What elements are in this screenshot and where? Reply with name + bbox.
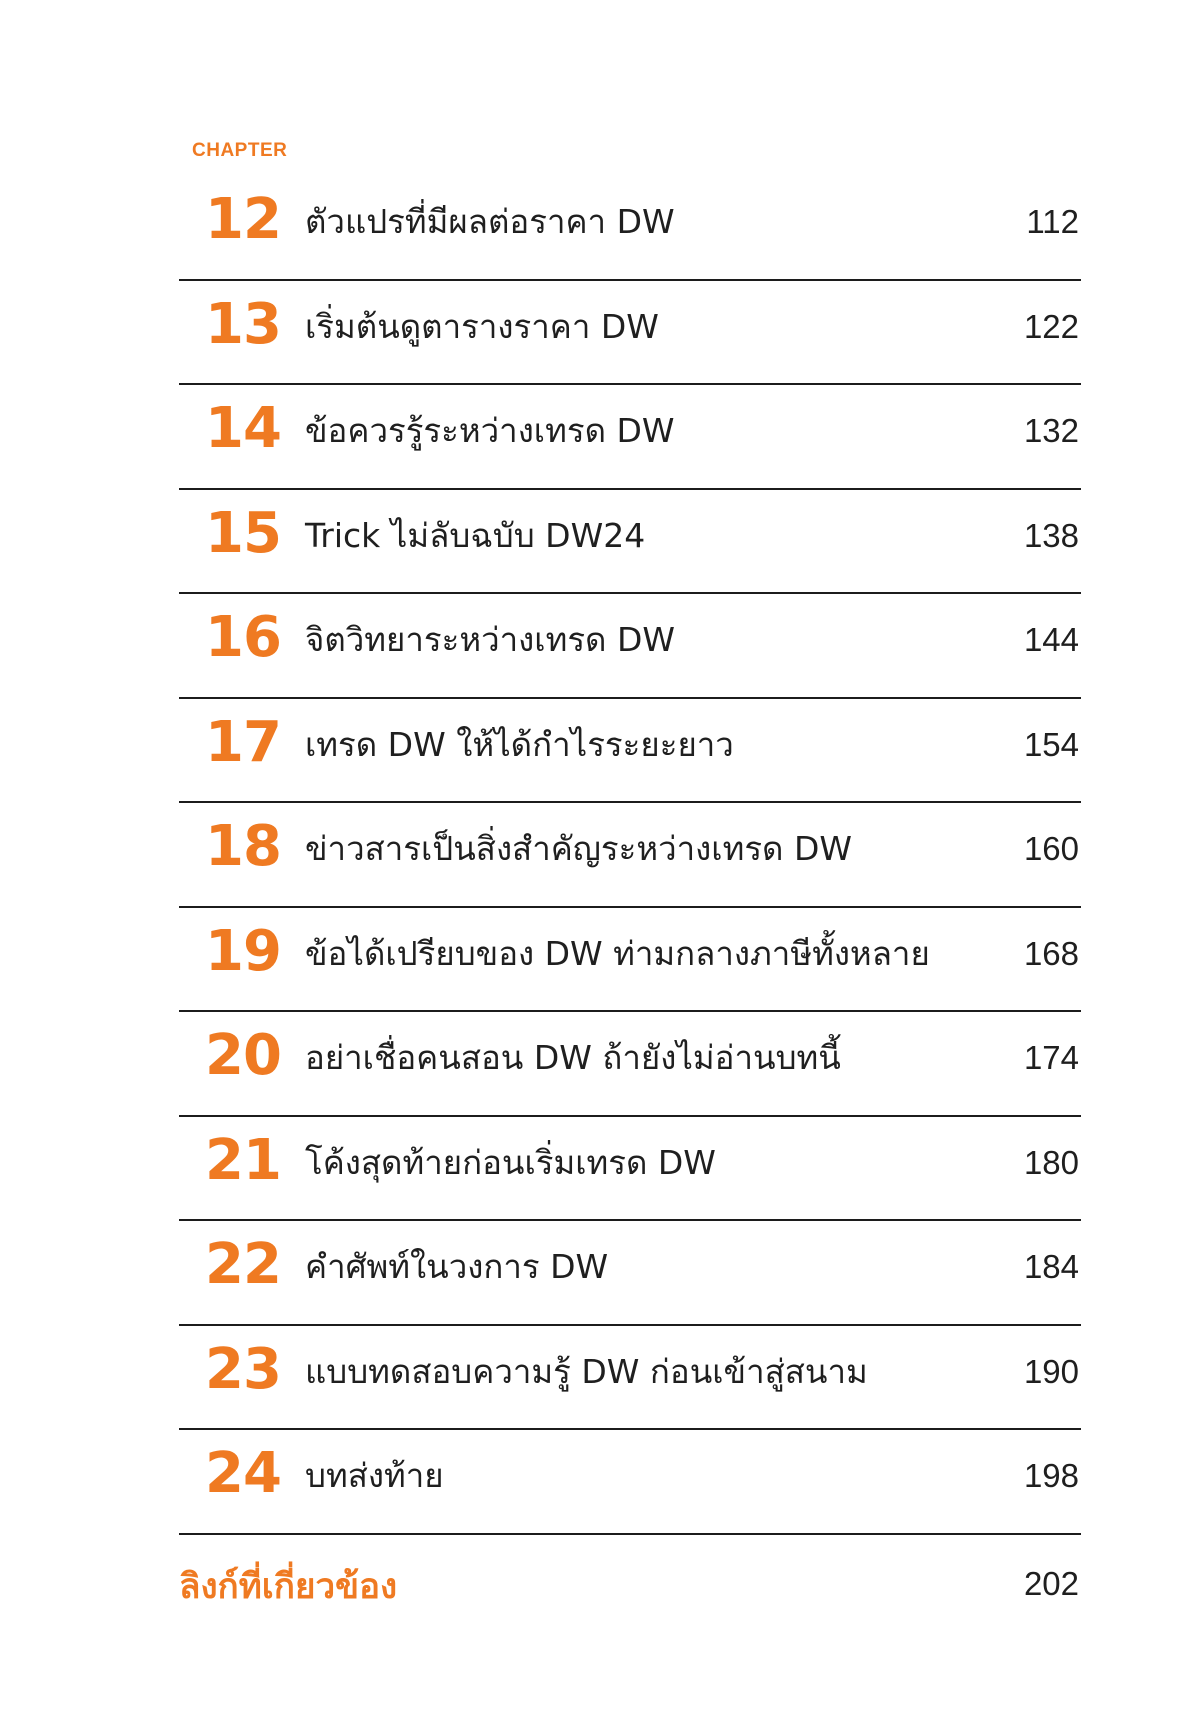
page-number: 132 — [1023, 412, 1079, 449]
chapter-heading: CHAPTER — [192, 140, 288, 161]
toc-row-17[interactable] — [179, 699, 1081, 804]
chapter-title: Trick ไม่ลับฉบับ DW24 — [305, 515, 646, 555]
page-number: 144 — [1023, 621, 1079, 658]
chapter-title: ข้อได้เปรียบของ DW ท่ามกลางภาษีทั้งหลาย — [305, 933, 930, 973]
toc-row-15[interactable] — [179, 490, 1081, 595]
chapter-title: คำศัพท์ในวงการ DW — [305, 1247, 609, 1286]
chapter-title: ข้อควรรู้ระหว่างเทรด DW — [305, 411, 675, 450]
chapter-number: 24 — [205, 1441, 281, 1506]
page-number: 180 — [1023, 1143, 1079, 1181]
page-number: 112 — [1026, 203, 1079, 240]
chapter-title: เริ่มต้นดูตารางราคา DW — [305, 306, 659, 346]
toc-row-12[interactable] — [179, 176, 1081, 281]
chapter-title: ข่าวสารเป็นสิ่งสำคัญระหว่างเทรด DW — [305, 829, 853, 868]
chapter-number: 19 — [205, 918, 281, 984]
chapter-number: 23 — [205, 1336, 281, 1402]
toc-row-13[interactable] — [179, 281, 1081, 386]
chapter-number: 14 — [205, 396, 281, 461]
chapter-number: 22 — [205, 1232, 281, 1297]
toc-row-20[interactable] — [179, 1012, 1081, 1117]
page-number: 122 — [1023, 307, 1079, 345]
page-number: 184 — [1023, 1248, 1079, 1285]
chapter-number: 18 — [205, 814, 281, 879]
related-links-label: ลิงก์ที่เกี่ยวข้อง — [179, 1567, 398, 1607]
chapter-list — [179, 176, 1081, 1535]
chapter-number: 12 — [205, 187, 281, 252]
page-number: 138 — [1023, 516, 1079, 554]
page-number: 160 — [1023, 830, 1079, 867]
chapter-title: แบบทดสอบความรู้ DW ก่อนเข้าสู่สนาม — [305, 1351, 868, 1391]
chapter-title: เทรด DW ให้ได้กำไรระยะยาว — [305, 724, 734, 764]
toc-row-21[interactable] — [179, 1117, 1081, 1222]
toc-row-14[interactable] — [179, 385, 1081, 490]
related-links-page: 202 — [1023, 1565, 1079, 1602]
chapter-title: อย่าเชื่อคนสอน DW ถ้ายังไม่อ่านบทนี้ — [305, 1038, 841, 1077]
chapter-title: โค้งสุดท้ายก่อนเริ่มเทรด DW — [305, 1142, 716, 1182]
chapter-number: 17 — [205, 709, 281, 775]
chapter-title: จิตวิทยาระหว่างเทรด DW — [305, 620, 676, 659]
toc-row-18[interactable] — [179, 803, 1081, 908]
chapter-number: 21 — [205, 1127, 281, 1193]
chapter-number: 16 — [205, 605, 281, 670]
toc-row-16[interactable] — [179, 594, 1081, 699]
toc-row-24[interactable] — [179, 1430, 1081, 1535]
page-number: 190 — [1023, 1352, 1079, 1390]
chapter-title: ตัวแปรที่มีผลต่อราคา DW — [305, 202, 675, 241]
toc-row-23[interactable] — [179, 1326, 1081, 1431]
chapter-title: บทส่งท้าย — [305, 1456, 444, 1495]
page-number: 168 — [1023, 934, 1079, 972]
related-links-row[interactable] — [179, 1556, 1081, 1616]
page-number: 198 — [1023, 1457, 1079, 1494]
chapter-number: 15 — [205, 500, 281, 566]
toc-row-19[interactable] — [179, 908, 1081, 1013]
toc-row-22[interactable] — [179, 1221, 1081, 1326]
chapter-number: 20 — [205, 1023, 281, 1088]
page-number: 154 — [1023, 725, 1079, 763]
chapter-number: 13 — [205, 291, 281, 357]
page-number: 174 — [1023, 1039, 1079, 1076]
